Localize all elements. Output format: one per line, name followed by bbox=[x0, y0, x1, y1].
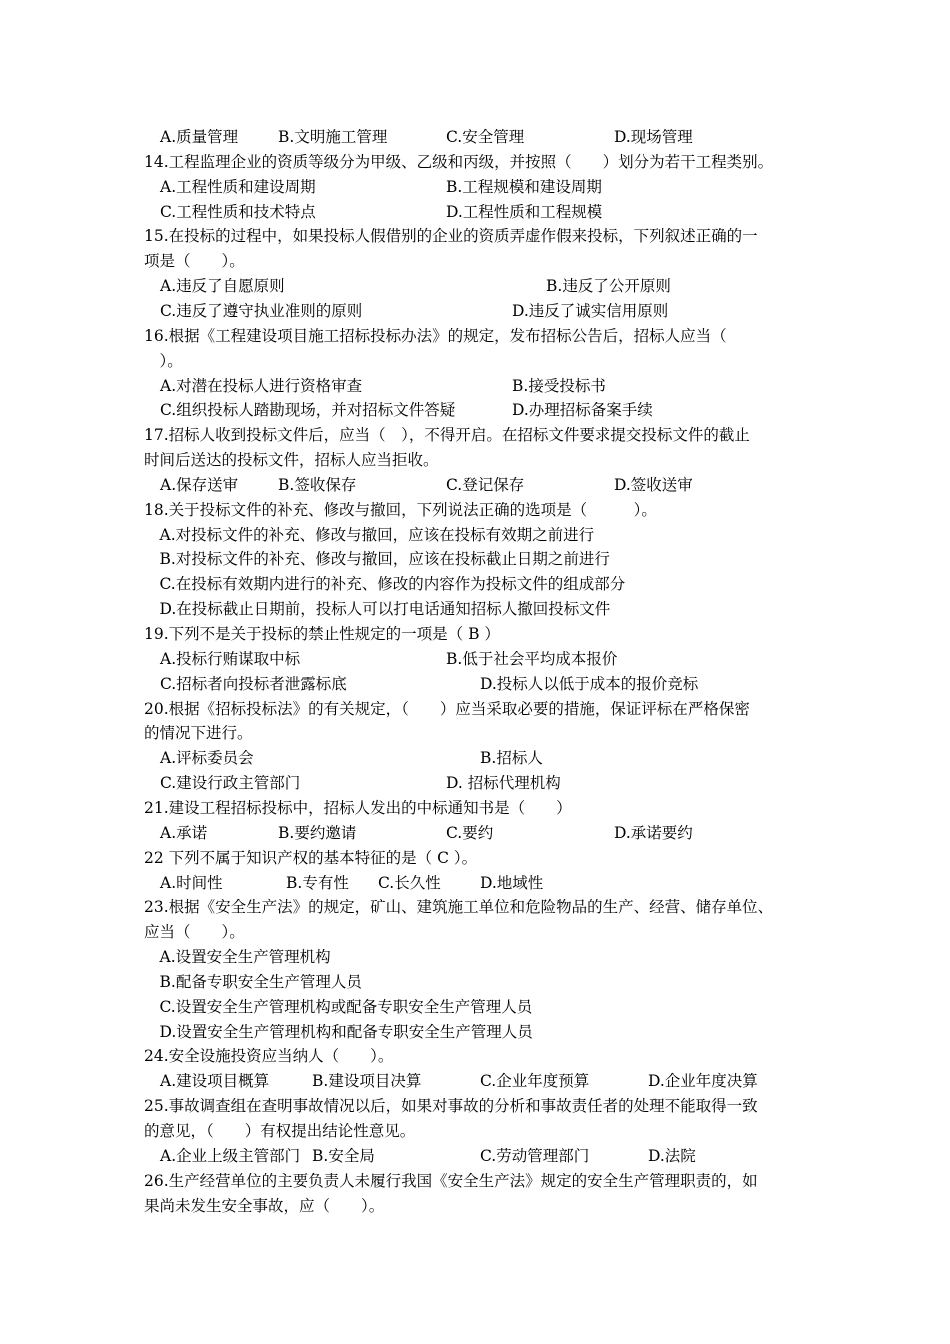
option-row bbox=[144, 398, 820, 423]
answer-option: D. 招标代理机构 bbox=[446, 774, 561, 793]
answer-option: C.企业年度预算 bbox=[480, 1072, 590, 1091]
option-row bbox=[144, 125, 820, 150]
answer-option: D.承诺要约 bbox=[614, 823, 693, 842]
text-line: C.在投标有效期内进行的补充、修改的内容作为投标文件的组成部分 bbox=[144, 575, 626, 594]
answer-option: A.保存送审 bbox=[160, 475, 239, 494]
option-row bbox=[144, 473, 820, 498]
answer-option: B.签收保存 bbox=[278, 475, 357, 494]
text-line: 16.根据《工程建设项目施工招标投标办法》的规定，发布招标公告后，招标人应当（ bbox=[144, 326, 727, 345]
answer-option: A.建设项目概算 bbox=[160, 1072, 270, 1091]
answer-option: D.地域性 bbox=[480, 873, 544, 892]
text-line: 22 下列不属于知识产权的基本特征的是（ C ）。 bbox=[144, 848, 478, 867]
option-row bbox=[144, 274, 820, 299]
text-line: 18.关于投标文件的补充、修改与撤回，下列说法正确的选项是（ ）。 bbox=[144, 500, 657, 519]
text-line: C.设置安全生产管理机构或配备专职安全生产管理人员 bbox=[144, 997, 533, 1016]
text-line: 21.建设工程招标投标中，招标人发出的中标通知书是（ ） bbox=[144, 798, 572, 817]
answer-option: B.低于社会平均成本报价 bbox=[446, 649, 618, 668]
option-row bbox=[144, 821, 820, 846]
answer-option: D.签收送审 bbox=[614, 475, 693, 494]
answer-option: A.工程性质和建设周期 bbox=[160, 177, 316, 196]
answer-option: C.长久性 bbox=[378, 873, 441, 892]
option-row bbox=[144, 771, 820, 796]
answer-option: D.工程性质和工程规模 bbox=[446, 202, 603, 221]
answer-option: C.劳动管理部门 bbox=[480, 1146, 590, 1165]
answer-option: C.组织投标人踏勘现场，并对招标文件答疑 bbox=[160, 401, 456, 420]
text-line: 的意见，（ ）有权提出结论性意见。 bbox=[144, 1122, 416, 1140]
text-line: 26.生产经营单位的主要负责人未履行我国《安全生产法》规定的安全生产管理职责的，如 bbox=[144, 1171, 758, 1190]
text-line: A.设置安全生产管理机构 bbox=[144, 948, 331, 967]
answer-option: B.文明施工管理 bbox=[278, 128, 388, 146]
answer-option: A.违反了自愿原则 bbox=[160, 277, 285, 296]
answer-option: B.违反了公开原则 bbox=[546, 277, 671, 296]
text-line: ）。 bbox=[144, 351, 183, 370]
answer-option: C.违反了遵守执业准则的原则 bbox=[160, 301, 363, 320]
answer-option: A.企业上级主管部门 bbox=[160, 1146, 301, 1165]
answer-option: A.质量管理 bbox=[160, 128, 239, 146]
answer-option: A.投标行贿谋取中标 bbox=[160, 649, 301, 668]
answer-option: D.投标人以低于成本的报价竞标 bbox=[480, 674, 699, 693]
text-line: 的情况下进行。 bbox=[144, 724, 253, 743]
answer-option: C.工程性质和技术特点 bbox=[160, 202, 316, 221]
answer-option: B.建设项目决算 bbox=[312, 1072, 422, 1091]
option-row bbox=[144, 374, 820, 399]
text-line: B.配备专职安全生产管理人员 bbox=[144, 972, 362, 991]
text-line: B.对投标文件的补充、修改与撤回，应该在投标截止日期之前进行 bbox=[144, 550, 610, 569]
option-row bbox=[144, 647, 820, 672]
option-row bbox=[144, 1144, 820, 1169]
option-row bbox=[144, 200, 820, 225]
text-line: 15.在投标的过程中，如果投标人假借别的企业的资质弄虚作假来投标，下列叙述正确的一 bbox=[144, 227, 758, 246]
answer-option: B.要约邀请 bbox=[278, 823, 357, 842]
text-line: 应当（ ）。 bbox=[144, 923, 245, 942]
answer-option: A.评标委员会 bbox=[160, 749, 254, 768]
text-line: 项是（ ）。 bbox=[144, 252, 245, 271]
text-line: 20.根据《招标投标法》的有关规定，（ ）应当采取必要的措施，保证评标在严格保密 bbox=[144, 699, 750, 718]
answer-option: D.企业年度决算 bbox=[648, 1072, 758, 1091]
option-row bbox=[144, 871, 820, 896]
text-line: 19.下列不是关于投标的禁止性规定的一项是（ B ） bbox=[144, 625, 500, 643]
answer-option: C.安全管理 bbox=[446, 128, 525, 146]
text-line: 25.事故调查组在查明事故情况以后，如果对事故的分析和事故责任者的处理不能取得一致 bbox=[144, 1097, 758, 1116]
text-line: 果尚未发生安全事故，应（ ）。 bbox=[144, 1196, 385, 1215]
answer-option: A.时间性 bbox=[160, 873, 223, 892]
option-row bbox=[144, 299, 820, 324]
text-line: 17.招标人收到投标文件后，应当（ ），不得开启。在招标文件要求提交投标文件的截止 bbox=[144, 426, 750, 445]
option-row bbox=[144, 672, 820, 697]
answer-option: B.安全局 bbox=[312, 1146, 375, 1165]
option-row bbox=[144, 175, 820, 200]
answer-option: B.招标人 bbox=[480, 749, 543, 768]
answer-option: D.法院 bbox=[648, 1146, 696, 1165]
text-line: 24.安全设施投资应当纳人（ ）。 bbox=[144, 1047, 394, 1066]
answer-option: C.登记保存 bbox=[446, 475, 525, 494]
answer-option: D.办理招标备案手续 bbox=[512, 401, 653, 420]
answer-option: A.对潜在投标人进行资格审查 bbox=[160, 376, 363, 395]
text-line: 23.根据《安全生产法》的规定，矿山、建筑施工单位和危险物品的生产、经营、储存单位、 bbox=[144, 898, 774, 917]
answer-option: A.承诺 bbox=[160, 823, 208, 842]
text-line: D.在投标截止日期前，投标人可以打电话通知招标人撤回投标文件 bbox=[144, 600, 611, 619]
answer-option: D.违反了诚实信用原则 bbox=[512, 301, 669, 320]
answer-option: B.专有性 bbox=[286, 873, 349, 892]
option-row bbox=[144, 1069, 820, 1094]
answer-option: C.建设行政主管部门 bbox=[160, 774, 301, 793]
answer-option: B.工程规模和建设周期 bbox=[446, 177, 602, 196]
text-line: 14.工程监理企业的资质等级分为甲级、乙级和丙级，并按照（ ）划分为若干工程类别。 bbox=[144, 152, 774, 171]
text-line: D.设置安全生产管理机构和配备专职安全生产管理人员 bbox=[144, 1022, 533, 1041]
answer-option: D.现场管理 bbox=[614, 128, 693, 146]
text-line: 时间后送达的投标文件，招标人应当拒收。 bbox=[144, 451, 439, 470]
answer-option: C.招标者向投标者泄露标底 bbox=[160, 674, 347, 693]
answer-option: C.要约 bbox=[446, 823, 494, 842]
answer-option: B.接受投标书 bbox=[512, 376, 606, 395]
option-row bbox=[144, 746, 820, 771]
text-line: A.对投标文件的补充、修改与撤回，应该在投标有效期之前进行 bbox=[144, 525, 595, 544]
